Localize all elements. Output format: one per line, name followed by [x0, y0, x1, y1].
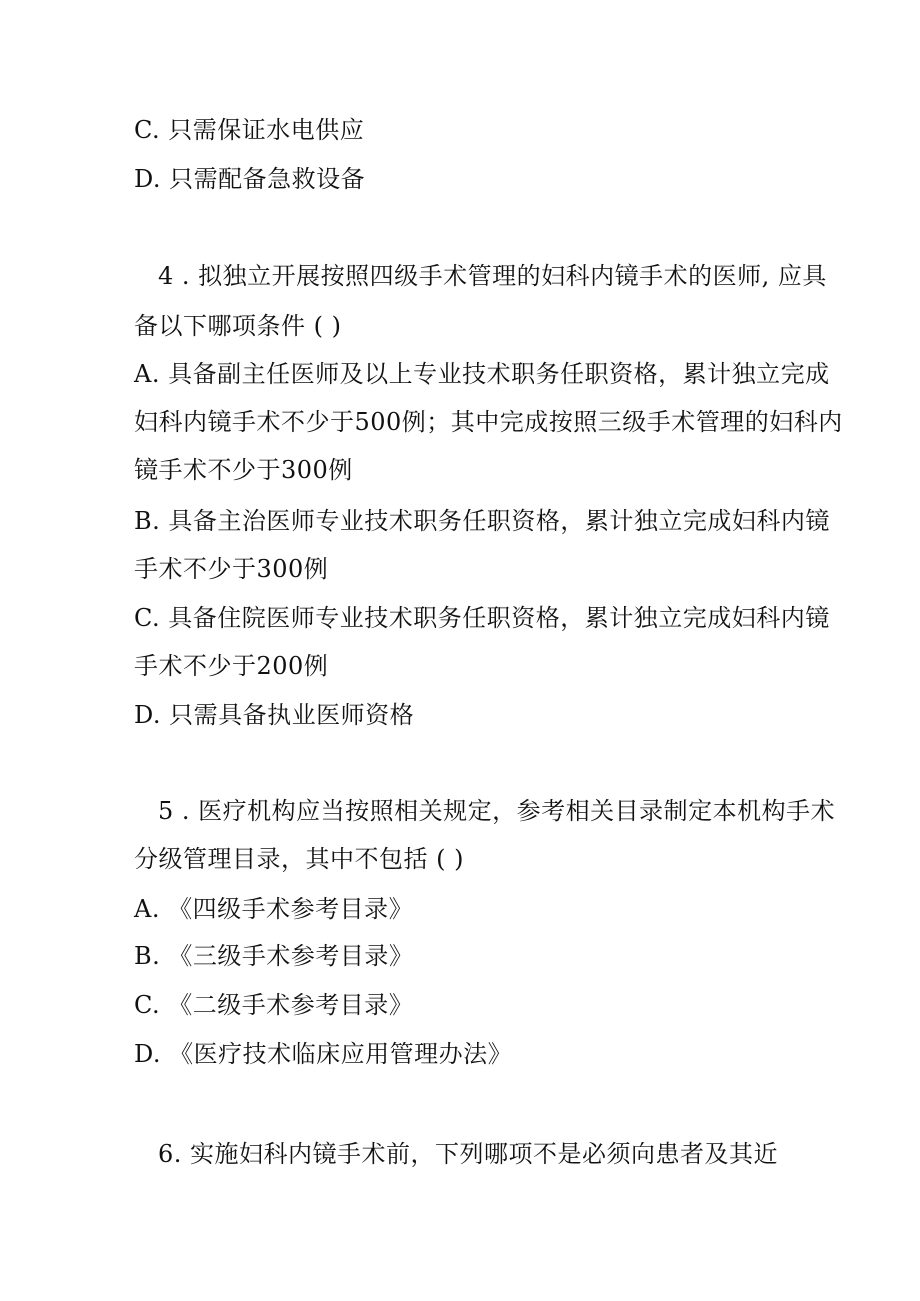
q5-stem-line2: 分级管理目录，其中不包括 ( ) — [134, 845, 464, 873]
q4-option-b-line1: B. 具备主治医师专业技术职务任职资格，累计独立完成妇科内镜 — [134, 507, 830, 535]
q5-stem-line1: 5 . 医疗机构应当按照相关规定，参考相关目录制定本机构手术 — [158, 797, 836, 825]
q4-option-c-line1: C. 具备住院医师专业技术职务任职资格，累计独立完成妇科内镜 — [134, 604, 830, 632]
q4-option-a-line3: 镜手术不少于300例 — [134, 456, 353, 484]
q5-option-d: D. 《医疗技术临床应用管理办法》 — [134, 1040, 513, 1068]
q4-option-b-line2: 手术不少于300例 — [134, 555, 329, 583]
q3-option-d: D. 只需配备急救设备 — [134, 165, 366, 193]
q4-option-a-line1: A. 具备副主任医师及以上专业技术职务任职资格，累计独立完成 — [134, 360, 830, 388]
q4-stem-line1: 4 . 拟独立开展按照四级手术管理的妇科内镜手术的医师, 应具 — [158, 262, 827, 290]
q3-option-c: C. 只需保证水电供应 — [134, 116, 365, 144]
q4-option-d: D. 只需具备执业医师资格 — [134, 701, 415, 729]
q4-stem-line2: 备以下哪项条件 ( ) — [134, 312, 342, 340]
q5-option-c: C. 《二级手术参考目录》 — [134, 991, 414, 1019]
q6-stem-line1: 6. 实施妇科内镜手术前，下列哪项不是必须向患者及其近 — [158, 1140, 779, 1168]
q5-option-b: B. 《三级手术参考目录》 — [134, 942, 414, 970]
q4-option-c-line2: 手术不少于200例 — [134, 652, 329, 680]
q4-option-a-line2: 妇科内镜手术不少于500例；其中完成按照三级手术管理的妇科内 — [134, 408, 843, 436]
q5-option-a: A. 《四级手术参考目录》 — [134, 895, 414, 923]
